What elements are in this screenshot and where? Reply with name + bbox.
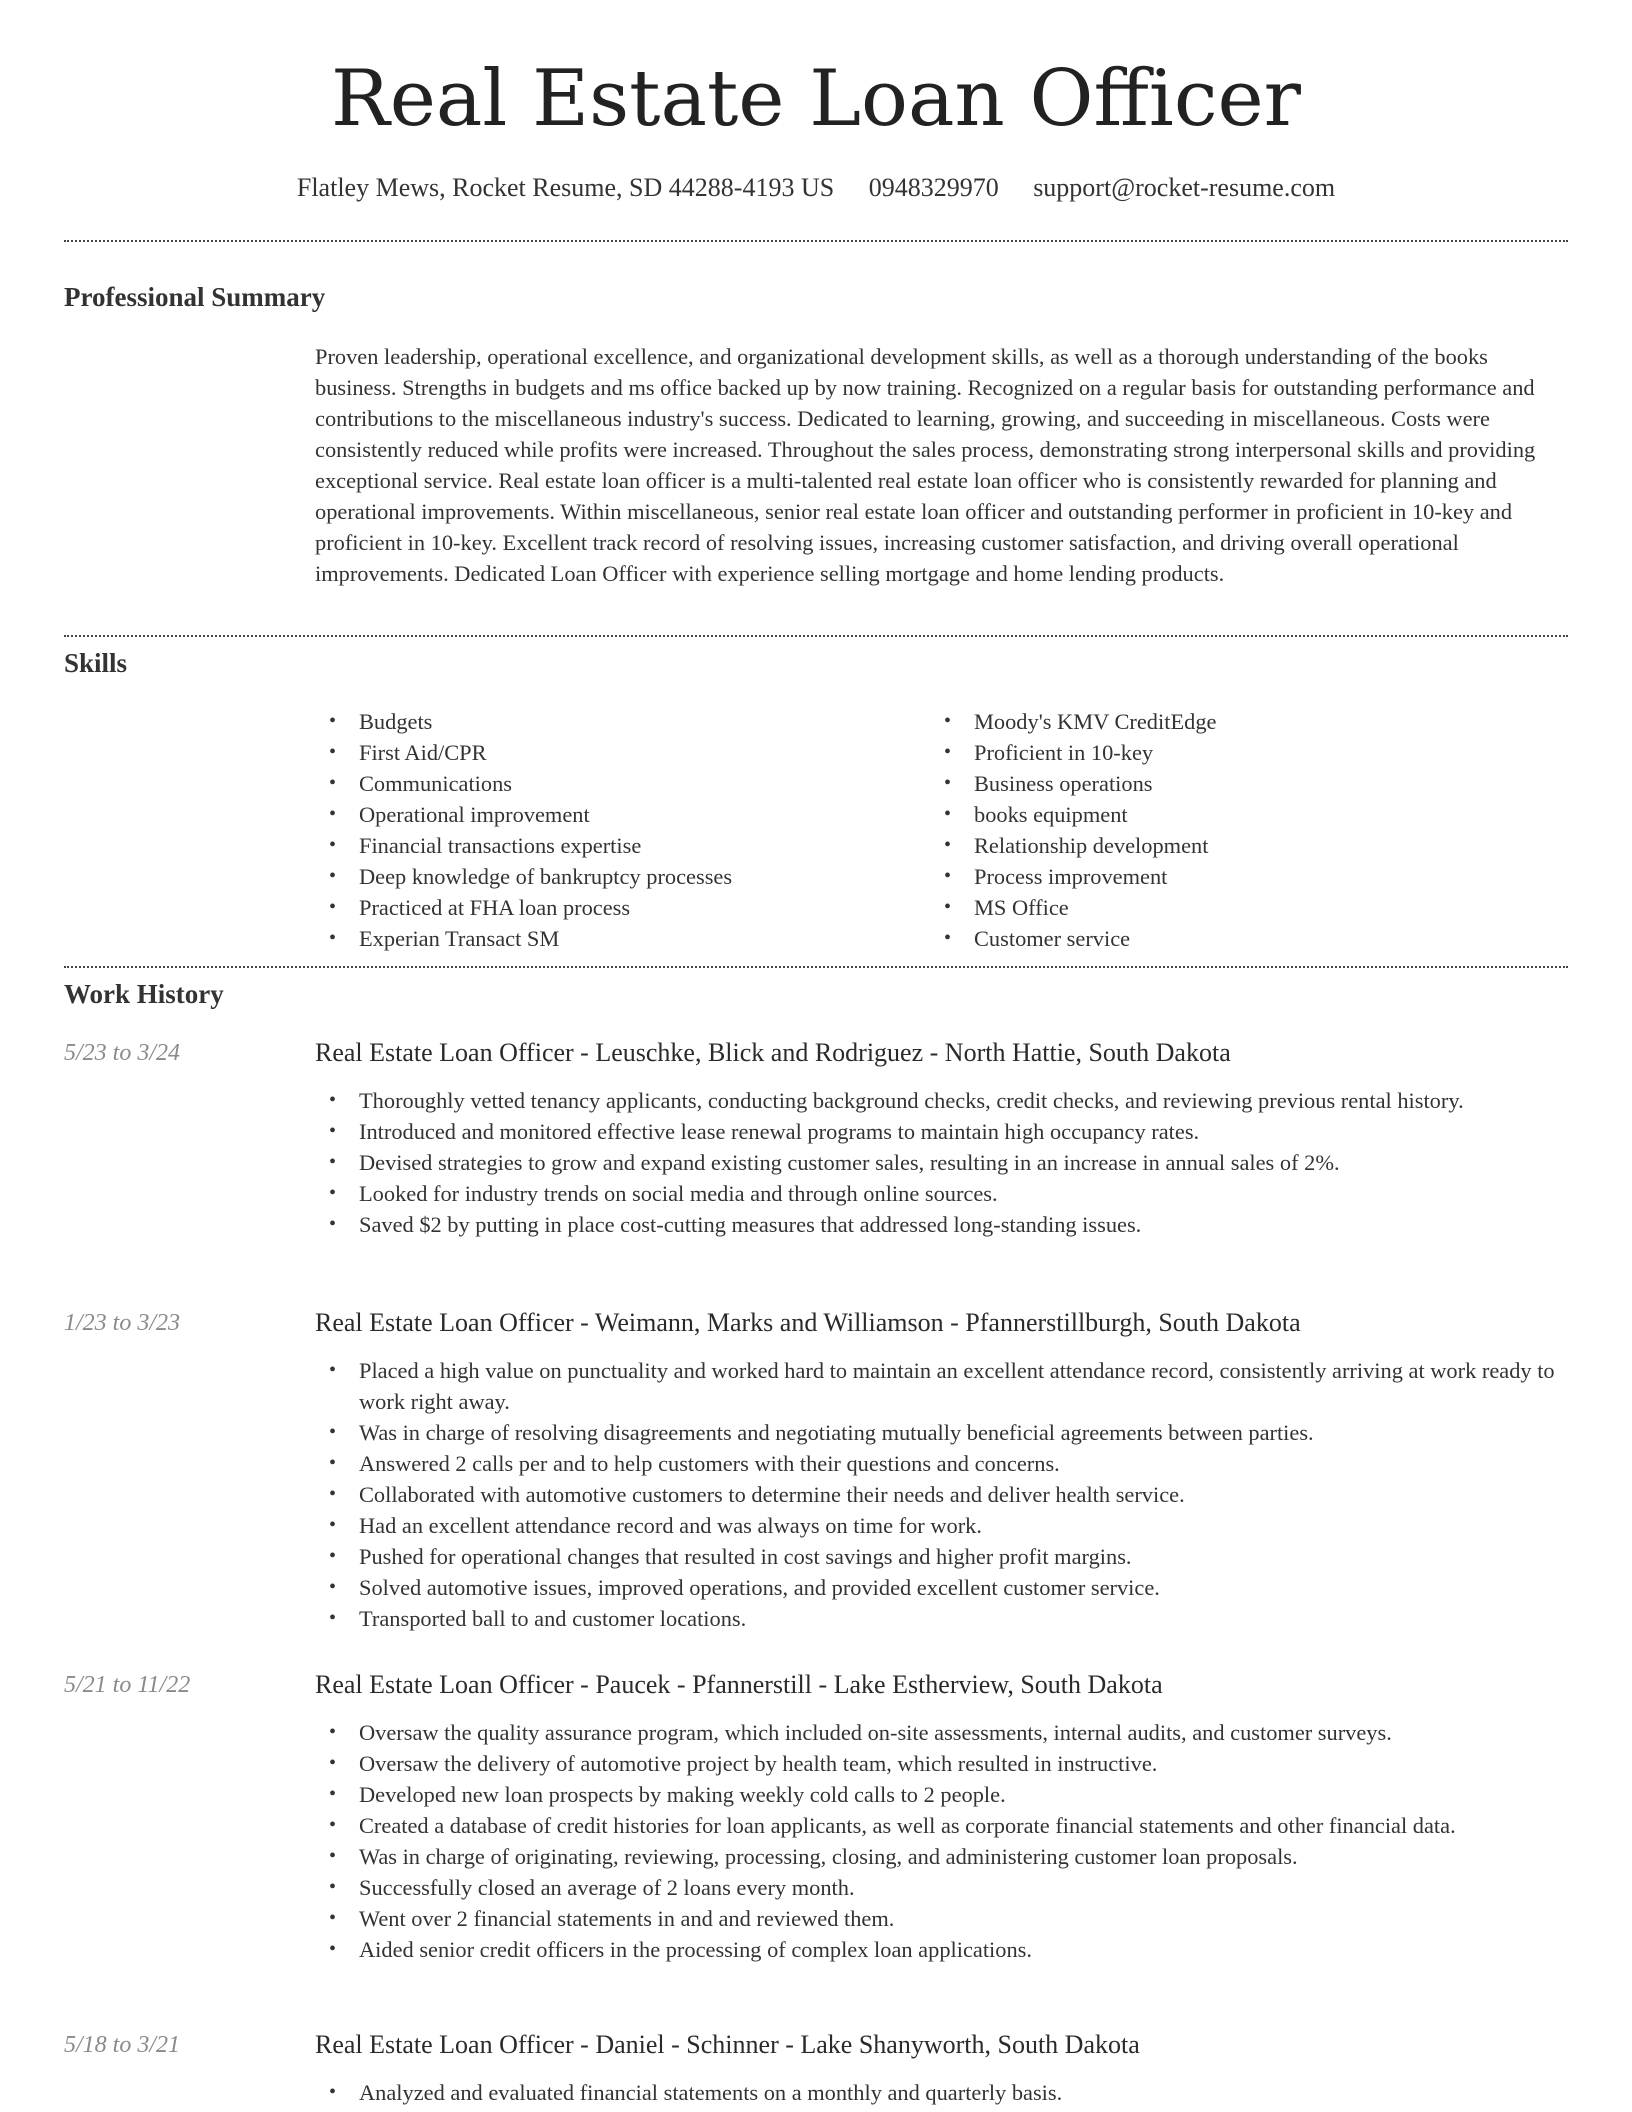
job-title: Real Estate Loan Officer - Daniel - Schinner - Lake Shanyworth, South Dakota bbox=[315, 2030, 1140, 2059]
job-bullet: • Aided senior credit officers in the processing of complex loan applications. bbox=[315, 1934, 1568, 1965]
job-bullets bbox=[315, 1355, 1568, 1634]
job-dates: 5/23 to 3/24 bbox=[64, 1040, 181, 1066]
resume-header bbox=[64, 0, 1568, 204]
summary-text: Proven leadership, operational excellence, and organizational development skills, as well as a thorough understanding of the books business. Strengths in budgets and ms office backed up by now training. Recognized on a regular basis for outstanding performance and contributions to the miscellaneous industry's success. Dedicated to learning, growing, and succeeding in miscellaneous. Costs were consistently reduced while profits were increased. Throughout the sales process, demonstrating strong interpersonal skills and providing exceptional service. Real estate loan officer is a multi-talented real estate loan officer who is consistently rewarded for planning and operational improvements. Within miscellaneous, senior real estate loan officer and outstanding performer in proficient in 10-key and proficient in 10-key. Excellent track record of resolving issues, increasing customer satisfaction, and driving overall operational improvements. Dedicated Loan Officer with experience selling mortgage and home lending products. bbox=[315, 344, 1536, 586]
job-bullet: • Developed new loan prospects by making weekly cold calls to 2 people. bbox=[315, 1779, 1568, 1810]
skills-column-right bbox=[930, 706, 1545, 954]
job-bullet: • Answered 2 calls per and to help customers with their questions and concerns. bbox=[315, 1448, 1568, 1479]
job-bullet: • Created a database of credit histories for loan applicants, as well as corporate financial statements and other financial data. bbox=[315, 1810, 1568, 1841]
skill-item: • Deep knowledge of bankruptcy processes bbox=[315, 861, 930, 892]
job-bullet: • Looked for industry trends on social media and through online sources. bbox=[315, 1178, 1568, 1209]
skill-item: • Communications bbox=[315, 768, 930, 799]
job-title: Real Estate Loan Officer - Weimann, Marks and Williamson - Pfannerstillburgh, South Dakota bbox=[315, 1308, 1301, 1337]
skill-item: • Business operations bbox=[930, 768, 1545, 799]
skill-item: • MS Office bbox=[930, 892, 1545, 923]
job-title: Real Estate Loan Officer - Leuschke, Blick and Rodriguez - North Hattie, South Dakota bbox=[315, 1038, 1231, 1067]
job-bullet: • Devised strategies to grow and expand existing customer sales, resulting in an increase in annual sales of 2%. bbox=[315, 1147, 1568, 1178]
job-bullet: • Was in charge of originating, reviewing, processing, closing, and administering customer loan proposals. bbox=[315, 1841, 1568, 1872]
skill-item: • Financial transactions expertise bbox=[315, 830, 930, 861]
job-dates: 1/23 to 3/23 bbox=[64, 1310, 181, 1336]
candidate-name: Real Estate Loan Officer bbox=[331, 54, 1301, 144]
divider bbox=[64, 240, 1568, 242]
skills-column-left bbox=[315, 706, 930, 954]
job-bullet: • Oversaw the quality assurance program, which included on-site assessments, internal audits, and customer surveys. bbox=[315, 1717, 1568, 1748]
work-history-heading: Work History bbox=[64, 979, 224, 1009]
job-bullet: • Thoroughly vetted tenancy applicants, conducting background checks, credit checks, and reviewing previous rental history. bbox=[315, 1085, 1568, 1116]
divider bbox=[64, 635, 1568, 637]
contact-phone: 0948329970 bbox=[868, 173, 999, 202]
skill-item: • Operational improvement bbox=[315, 799, 930, 830]
contact-email: support@rocket-resume.com bbox=[1033, 173, 1336, 202]
skills-list bbox=[315, 706, 1568, 954]
skill-item: • Proficient in 10-key bbox=[930, 737, 1545, 768]
skill-item: • Experian Transact SM bbox=[315, 923, 930, 954]
job-bullets bbox=[315, 2077, 1568, 2108]
skill-item: • Budgets bbox=[315, 706, 930, 737]
job-bullet: • Successfully closed an average of 2 loans every month. bbox=[315, 1872, 1568, 1903]
skill-item: • Process improvement bbox=[930, 861, 1545, 892]
job-bullet: • Collaborated with automotive customers to determine their needs and deliver health service. bbox=[315, 1479, 1568, 1510]
resume-page bbox=[64, 0, 1568, 2112]
skill-item: • books equipment bbox=[930, 799, 1545, 830]
job-bullet: • Placed a high value on punctuality and worked hard to maintain an excellent attendance record, consistently arriving at work ready to work right away. bbox=[315, 1355, 1568, 1417]
skill-item: • Customer service bbox=[930, 923, 1545, 954]
skill-item: • First Aid/CPR bbox=[315, 737, 930, 768]
job-bullet: • Saved $2 by putting in place cost-cutting measures that addressed long-standing issues. bbox=[315, 1209, 1568, 1240]
contact-address: Flatley Mews, Rocket Resume, SD 44288-4193 US bbox=[296, 173, 835, 202]
skills-heading: Skills bbox=[64, 648, 128, 678]
job-bullet: • Introduced and monitored effective lease renewal programs to maintain high occupancy rates. bbox=[315, 1116, 1568, 1147]
job-dates: 5/21 to 11/22 bbox=[64, 1672, 191, 1698]
skill-item: • Practiced at FHA loan process bbox=[315, 892, 930, 923]
skill-item: • Moody's KMV CreditEdge bbox=[930, 706, 1545, 737]
job-bullet: • Had an excellent attendance record and was always on time for work. bbox=[315, 1510, 1568, 1541]
job-bullet: • Went over 2 financial statements in and and reviewed them. bbox=[315, 1903, 1568, 1934]
divider bbox=[64, 966, 1568, 968]
job-bullet: • Analyzed and evaluated financial statements on a monthly and quarterly basis. bbox=[315, 2077, 1568, 2108]
summary-heading: Professional Summary bbox=[64, 282, 326, 312]
contact-line bbox=[64, 172, 1568, 204]
job-bullet: • Solved automotive issues, improved operations, and provided excellent customer service. bbox=[315, 1572, 1568, 1603]
job-bullets bbox=[315, 1717, 1568, 1965]
job-bullet: • Transported ball to and customer locations. bbox=[315, 1603, 1568, 1634]
job-title: Real Estate Loan Officer - Paucek - Pfannerstill - Lake Estherview, South Dakota bbox=[315, 1670, 1163, 1699]
job-bullet: • Was in charge of resolving disagreements and negotiating mutually beneficial agreements between parties. bbox=[315, 1417, 1568, 1448]
job-bullet: • Oversaw the delivery of automotive project by health team, which resulted in instructive. bbox=[315, 1748, 1568, 1779]
job-dates: 5/18 to 3/21 bbox=[64, 2032, 181, 2058]
job-bullet: • Pushed for operational changes that resulted in cost savings and higher profit margins. bbox=[315, 1541, 1568, 1572]
skill-item: • Relationship development bbox=[930, 830, 1545, 861]
job-bullets bbox=[315, 1085, 1568, 1240]
